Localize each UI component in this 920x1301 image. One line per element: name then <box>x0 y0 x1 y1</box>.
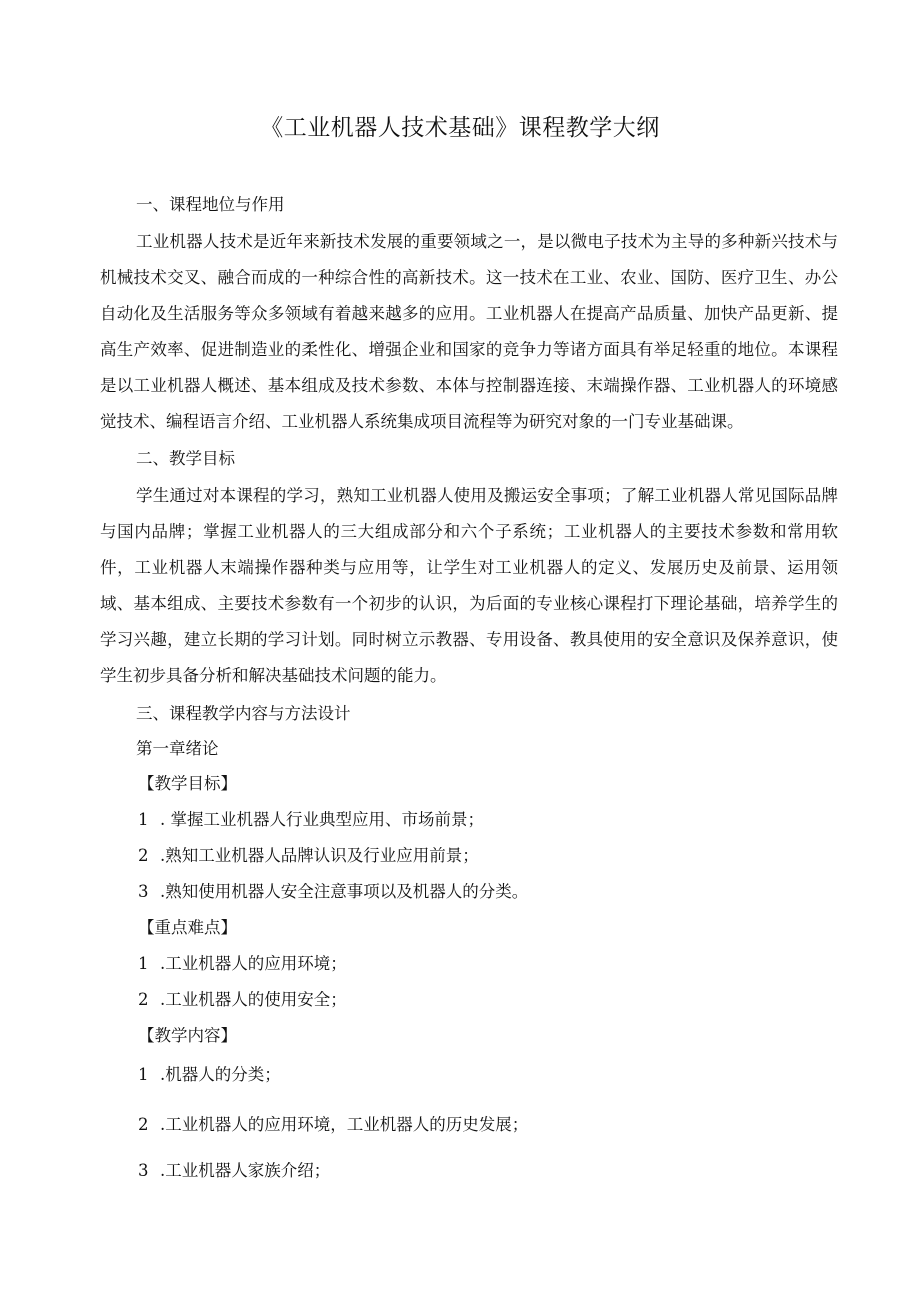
list-number: 1 <box>138 1065 149 1084</box>
list-number: 2 <box>138 990 149 1009</box>
list-number: 3 <box>138 882 149 901</box>
content-item <box>138 1063 281 1087</box>
keypoints-label: 【重点难点】 <box>138 918 237 937</box>
list-number: 1 <box>138 954 149 973</box>
list-number: 2 <box>138 846 149 865</box>
objective-item <box>138 880 528 904</box>
list-number: 3 <box>138 1161 149 1180</box>
list-text: .机器人的分类； <box>160 1065 281 1084</box>
list-text: .熟知工业机器人品牌认识及行业应用前景； <box>160 846 479 865</box>
keypoint-item <box>138 952 347 976</box>
section1-paragraph: 工业机器人技术是近年来新技术发展的重要领域之一，是以微电子技术为主导的多种新兴技术与机械技术交叉、融合而成的一种综合性的高新技术。这一技术在工业、农业、国防、医疗卫生、办公自动化及生活服务等众多领域有着越来越多的应用。工业机器人在提高产品质量、加快产品更新、提高生产效率、促进制造业的柔性化、增强企业和国家的竞争力等诸方面具有举足轻重的地位。本课程是以工业机器人概述、基本组成及技术参数、本体与控制器连接、末端操作器、工业机器人的环境感觉技术、编程语言介绍、工业机器人系统集成项目流程等为研究对象的一门专业基础课。 <box>100 232 838 431</box>
objective-item <box>138 844 479 868</box>
content-item <box>138 1159 330 1183</box>
content-label: 【教学内容】 <box>138 1026 237 1045</box>
list-text: .工业机器人的使用安全； <box>160 990 347 1009</box>
list-text: .熟知使用机器人安全注意事项以及机器人的分类。 <box>160 882 529 901</box>
section1-heading: 一、课程地位与作用 <box>136 195 285 214</box>
section2-heading: 二、教学目标 <box>136 449 235 468</box>
keypoint-item <box>138 988 347 1012</box>
list-text: . 掌握工业机器人行业典型应用、市场前景； <box>160 810 484 829</box>
section2-paragraph: 学生通过对本课程的学习，熟知工业机器人使用及搬运安全事项；了解工业机器人常见国际品牌与国内品牌；掌握工业机器人的三大组成部分和六个子系统；工业机器人的主要技术参数和常用软件，工业机器人末端操作器种类与应用等，让学生对工业机器人的定义、发展历史及前景、运用领域、基本组成、主要技术参数有一个初步的认识，为后面的专业核心课程打下理论基础，培养学生的学习兴趣，建立长期的学习计划。同时树立示教器、专用设备、教具使用的安全意识及保养意识，使学生初步具备分析和解决基础技术问题的能力。 <box>100 486 838 685</box>
document-title: 《工业机器人技术基础》课程教学大纲 <box>260 115 660 141</box>
chapter1-title: 第一章绪论 <box>136 739 219 758</box>
section3-heading: 三、课程教学内容与方法设计 <box>136 704 351 723</box>
objectives-label: 【教学目标】 <box>138 774 237 793</box>
list-text: .工业机器人家族介绍； <box>160 1161 331 1180</box>
objective-item <box>138 808 484 832</box>
list-text: .工业机器人的应用环境，工业机器人的历史发展； <box>160 1115 529 1134</box>
list-text: .工业机器人的应用环境； <box>160 954 347 973</box>
list-number: 1 <box>138 810 149 829</box>
list-number: 2 <box>138 1115 149 1134</box>
content-item <box>138 1113 528 1137</box>
